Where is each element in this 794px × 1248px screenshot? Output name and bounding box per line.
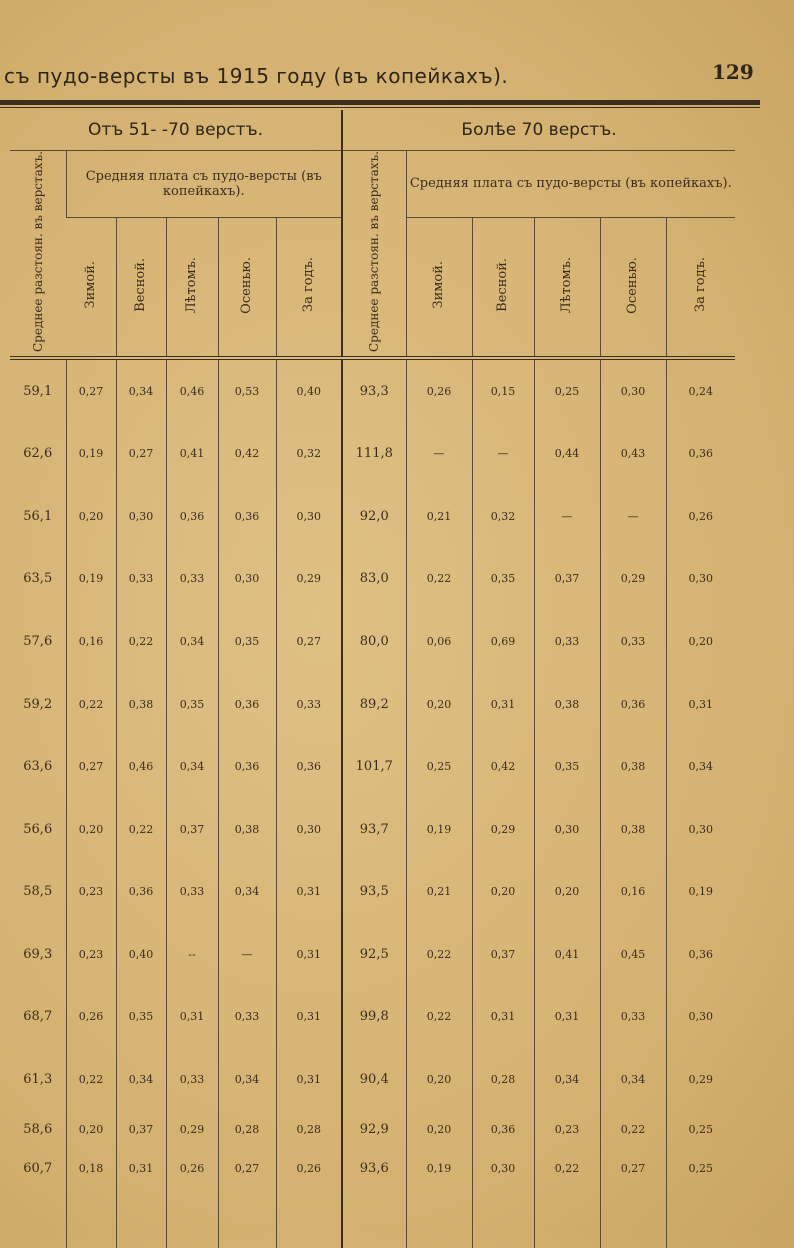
distance-cell: 89,2 <box>342 673 406 736</box>
fee-cell: 0,26 <box>166 1149 218 1187</box>
fee-cell: 0,40 <box>276 358 342 423</box>
distance-cell: 56,1 <box>23 508 53 524</box>
fee-cell: 0,31 <box>116 1149 166 1187</box>
distance-cell: 80,0 <box>342 610 406 673</box>
fee-cell: 0,31 <box>276 923 342 986</box>
fee-cell: 0,23 <box>534 1111 600 1149</box>
fee-cell: 0,22 <box>600 1111 666 1149</box>
fee-cell: 0,20 <box>66 798 116 861</box>
distance-cell: 60,7 <box>23 1160 53 1176</box>
table-row <box>10 548 735 611</box>
fee-cell: 0,30 <box>276 485 342 548</box>
fee-cell: 0,19 <box>666 860 735 923</box>
fee-cell: — <box>534 485 600 548</box>
fee-cell: 0,32 <box>276 423 342 486</box>
fee-cell: 0,31 <box>276 986 342 1049</box>
fee-cell: 0,35 <box>116 986 166 1049</box>
fee-cell: 0,34 <box>600 1048 666 1111</box>
fee-cell: 0,36 <box>666 423 735 486</box>
table-row <box>10 798 735 861</box>
fee-cell: 0,35 <box>166 673 218 736</box>
fee-cell: 0,35 <box>534 735 600 798</box>
fee-cell: 0,37 <box>166 798 218 861</box>
fee-cell: 0,36 <box>666 923 735 986</box>
fee-cell: -- <box>166 923 218 986</box>
fee-cell: 0,29 <box>166 1111 218 1149</box>
fee-cell: 0,31 <box>534 986 600 1049</box>
table-row <box>10 358 735 423</box>
fee-cell: 0,22 <box>406 986 472 1049</box>
fee-cell: 0,33 <box>276 673 342 736</box>
fee-cell: 0,33 <box>116 548 166 611</box>
fee-cell: 0,21 <box>406 485 472 548</box>
fee-header: Средняя плата съ пудо-версты (въ копейкахъ). <box>66 151 342 218</box>
distance-cell: 56,6 <box>23 821 53 837</box>
fee-cell: 0,31 <box>166 986 218 1049</box>
empty-cell <box>472 1187 534 1248</box>
fee-cell: 0,30 <box>472 1149 534 1187</box>
empty-cell <box>666 1187 735 1248</box>
distance-cell: 92,0 <box>342 485 406 548</box>
distance-cell: 83,0 <box>342 548 406 611</box>
fee-cell: 0,46 <box>116 735 166 798</box>
fee-header: Средняя плата съ пудо-версты (въ копейкахъ). <box>406 151 735 218</box>
fee-cell: 0,45 <box>600 923 666 986</box>
fee-cell: 0,16 <box>66 610 116 673</box>
fee-cell: 0,34 <box>116 1048 166 1111</box>
freight-rate-table <box>10 110 735 1248</box>
empty-cell <box>66 1187 116 1248</box>
distance-cell: 93,3 <box>342 358 406 423</box>
fee-cell: 0,22 <box>406 548 472 611</box>
fee-cell: 0,36 <box>116 860 166 923</box>
fee-cell: 0,25 <box>666 1149 735 1187</box>
table-body <box>10 358 735 1248</box>
column-header-autumn: Осенью. <box>218 217 276 358</box>
fee-cell: 0,20 <box>534 860 600 923</box>
fee-cell: 0,20 <box>406 673 472 736</box>
distance-cell: 58,5 <box>23 884 53 900</box>
distance-cell: 93,5 <box>342 860 406 923</box>
table-row <box>10 860 735 923</box>
empty-cell <box>218 1187 276 1248</box>
fee-cell: 0,19 <box>66 548 116 611</box>
fee-cell: 0,22 <box>534 1149 600 1187</box>
fee-cell: 0,53 <box>218 358 276 423</box>
empty-cell <box>534 1187 600 1248</box>
fee-cell: 0,30 <box>116 485 166 548</box>
fee-cell: 0,30 <box>666 798 735 861</box>
table-row <box>10 923 735 986</box>
distance-cell: 63,5 <box>23 571 53 587</box>
table-row <box>10 423 735 486</box>
fee-cell: 0,25 <box>666 1111 735 1149</box>
fee-cell: 0,41 <box>166 423 218 486</box>
fee-cell: 0,34 <box>218 860 276 923</box>
fee-cell: 0,28 <box>218 1111 276 1149</box>
distance-cell: 59,1 <box>23 383 53 399</box>
fee-cell: 0,33 <box>600 610 666 673</box>
empty-cell <box>276 1187 342 1248</box>
distance-cell: 59,2 <box>23 696 53 712</box>
fee-cell: 0,34 <box>534 1048 600 1111</box>
fee-cell: 0,31 <box>666 673 735 736</box>
fee-cell: 0,27 <box>600 1149 666 1187</box>
fee-cell: 0,35 <box>218 610 276 673</box>
fee-cell: 0,18 <box>66 1149 116 1187</box>
fee-cell: 0,27 <box>66 735 116 798</box>
fee-cell: 0,40 <box>116 923 166 986</box>
table-row <box>10 610 735 673</box>
fee-cell: 0,33 <box>166 1048 218 1111</box>
table-row <box>10 485 735 548</box>
fee-cell: 0,34 <box>166 735 218 798</box>
fee-cell: 0,41 <box>534 923 600 986</box>
fee-cell: 0,22 <box>66 1048 116 1111</box>
fee-cell: 0,30 <box>534 798 600 861</box>
empty-cell <box>406 1187 472 1248</box>
fee-cell: 0,19 <box>406 1149 472 1187</box>
section-title-over-70: Болѣе 70 верстъ. <box>342 110 735 151</box>
fee-cell: 0,36 <box>600 673 666 736</box>
fee-cell: 0,33 <box>534 610 600 673</box>
top-rule <box>0 100 760 105</box>
fee-cell: 0,34 <box>116 358 166 423</box>
fee-cell: 0,31 <box>276 1048 342 1111</box>
fee-cell: 0,25 <box>534 358 600 423</box>
column-header-autumn: Осенью. <box>600 217 666 358</box>
empty-cell <box>10 1187 66 1248</box>
fee-cell: 0,22 <box>116 798 166 861</box>
fee-cell: 0,43 <box>600 423 666 486</box>
fee-cell: 0,26 <box>406 358 472 423</box>
fee-cell: 0,37 <box>472 923 534 986</box>
distance-header-label: Среднее разстоян. въ верстахъ. <box>30 151 45 353</box>
column-header-spring: Весной. <box>116 217 166 358</box>
page-number: 129 <box>712 60 754 84</box>
fee-cell: 0,19 <box>406 798 472 861</box>
empty-cell <box>600 1187 666 1248</box>
distance-cell: 61,3 <box>23 1071 53 1087</box>
empty-cell <box>342 1187 406 1248</box>
fee-cell: 0,27 <box>66 358 116 423</box>
fee-cell: 0,20 <box>666 610 735 673</box>
column-header-summer: Лѣтомъ. <box>534 217 600 358</box>
distance-cell: 68,7 <box>23 1009 53 1025</box>
fee-cell: 0,36 <box>166 485 218 548</box>
fee-cell: 0,06 <box>406 610 472 673</box>
fee-cell: 0,30 <box>666 986 735 1049</box>
distance-cell: 62,6 <box>23 446 53 462</box>
fee-cell: 0,29 <box>472 798 534 861</box>
distance-cell: 58,6 <box>23 1122 53 1138</box>
column-header-year: За годъ. <box>666 217 735 358</box>
fee-cell: 0,26 <box>666 485 735 548</box>
distance-cell: 93,7 <box>342 798 406 861</box>
fee-cell: 0,28 <box>472 1048 534 1111</box>
fee-cell: 0,38 <box>534 673 600 736</box>
fee-cell: — <box>406 423 472 486</box>
fee-cell: 0,30 <box>600 358 666 423</box>
fee-cell: 0,27 <box>276 610 342 673</box>
fee-cell: 0,28 <box>276 1111 342 1149</box>
distance-cell: 111,8 <box>342 423 406 486</box>
fee-cell: 0,46 <box>166 358 218 423</box>
fee-cell: 0,38 <box>600 735 666 798</box>
fee-cell: 0,36 <box>218 673 276 736</box>
fee-cell: 0,44 <box>534 423 600 486</box>
fee-cell: 0,20 <box>66 1111 116 1149</box>
distance-header <box>342 151 406 359</box>
fee-cell: 0,20 <box>66 485 116 548</box>
distance-cell: 69,3 <box>23 946 53 962</box>
column-header-summer: Лѣтомъ. <box>166 217 218 358</box>
fee-cell: 0,31 <box>276 860 342 923</box>
distance-cell: 90,4 <box>342 1048 406 1111</box>
fee-cell: 0,30 <box>666 548 735 611</box>
fee-cell: 0,33 <box>600 986 666 1049</box>
fee-cell: 0,35 <box>472 548 534 611</box>
fee-cell: 0,38 <box>218 798 276 861</box>
fee-cell: 0,16 <box>600 860 666 923</box>
fee-cell: 0,36 <box>218 735 276 798</box>
fee-cell: 0,36 <box>218 485 276 548</box>
fee-cell: 0,37 <box>116 1111 166 1149</box>
fee-cell: 0,30 <box>276 798 342 861</box>
section-title-51-70: Отъ 51- -70 верстъ. <box>10 110 342 151</box>
fee-cell: 0,24 <box>666 358 735 423</box>
fee-cell: 0,20 <box>406 1111 472 1149</box>
fee-cell: 0,27 <box>116 423 166 486</box>
empty-cell <box>116 1187 166 1248</box>
distance-cell: 63,6 <box>23 759 53 775</box>
distance-cell: 101,7 <box>342 735 406 798</box>
top-rule-thin <box>0 107 760 108</box>
fee-cell: 0,38 <box>116 673 166 736</box>
fee-cell: — <box>472 423 534 486</box>
fee-cell: 0,42 <box>218 423 276 486</box>
distance-cell: 92,5 <box>342 923 406 986</box>
column-header-winter: Зимой. <box>406 217 472 358</box>
table-row <box>10 735 735 798</box>
fee-cell: 0,33 <box>166 548 218 611</box>
fee-cell: 0,22 <box>116 610 166 673</box>
fee-cell: 0,26 <box>66 986 116 1049</box>
table-row <box>10 1048 735 1111</box>
page-header-title: съ пудо-версты въ 1915 году (въ копейкахъ). <box>4 64 509 88</box>
fee-cell: 0,33 <box>218 986 276 1049</box>
distance-header <box>10 151 66 359</box>
fee-cell: 0,23 <box>66 860 116 923</box>
distance-cell: 93,6 <box>342 1149 406 1187</box>
distance-header-label: Среднее разстоян. въ верстахъ. <box>367 151 382 353</box>
fee-cell: 0,34 <box>666 735 735 798</box>
fee-cell: 0,26 <box>276 1149 342 1187</box>
fee-cell: 0,25 <box>406 735 472 798</box>
fee-cell: 0,36 <box>472 1111 534 1149</box>
column-header-year: За годъ. <box>276 217 342 358</box>
fee-cell: 0,31 <box>472 673 534 736</box>
column-header-spring: Весной. <box>472 217 534 358</box>
fee-cell: 0,19 <box>66 423 116 486</box>
table-row <box>10 1149 735 1187</box>
fee-cell: — <box>600 485 666 548</box>
fee-cell: 0,27 <box>218 1149 276 1187</box>
empty-cell <box>166 1187 218 1248</box>
fee-cell: 0,36 <box>276 735 342 798</box>
fee-cell: 0,38 <box>600 798 666 861</box>
fee-cell: 0,69 <box>472 610 534 673</box>
distance-cell: 99,8 <box>342 986 406 1049</box>
fee-cell: 0,30 <box>218 548 276 611</box>
fee-cell: 0,37 <box>534 548 600 611</box>
column-header-winter: Зимой. <box>66 217 116 358</box>
fee-cell: 0,31 <box>472 986 534 1049</box>
fee-cell: 0,34 <box>166 610 218 673</box>
fee-cell: 0,15 <box>472 358 534 423</box>
fee-cell: 0,29 <box>666 1048 735 1111</box>
table-row <box>10 673 735 736</box>
fee-cell: 0,29 <box>600 548 666 611</box>
fee-cell: 0,33 <box>166 860 218 923</box>
fee-cell: 0,42 <box>472 735 534 798</box>
fee-cell: 0,21 <box>406 860 472 923</box>
fee-cell: 0,20 <box>472 860 534 923</box>
table-row <box>10 986 735 1049</box>
fee-cell: 0,23 <box>66 923 116 986</box>
fee-cell: 0,29 <box>276 548 342 611</box>
fee-cell: 0,34 <box>218 1048 276 1111</box>
table-row <box>10 1111 735 1149</box>
fee-cell: 0,32 <box>472 485 534 548</box>
distance-cell: 92,9 <box>342 1111 406 1149</box>
table-filler-row <box>10 1187 735 1248</box>
distance-cell: 57,6 <box>23 634 53 649</box>
fee-cell: 0,22 <box>66 673 116 736</box>
fee-cell: — <box>218 923 276 986</box>
fee-cell: 0,20 <box>406 1048 472 1111</box>
fee-cell: 0,22 <box>406 923 472 986</box>
